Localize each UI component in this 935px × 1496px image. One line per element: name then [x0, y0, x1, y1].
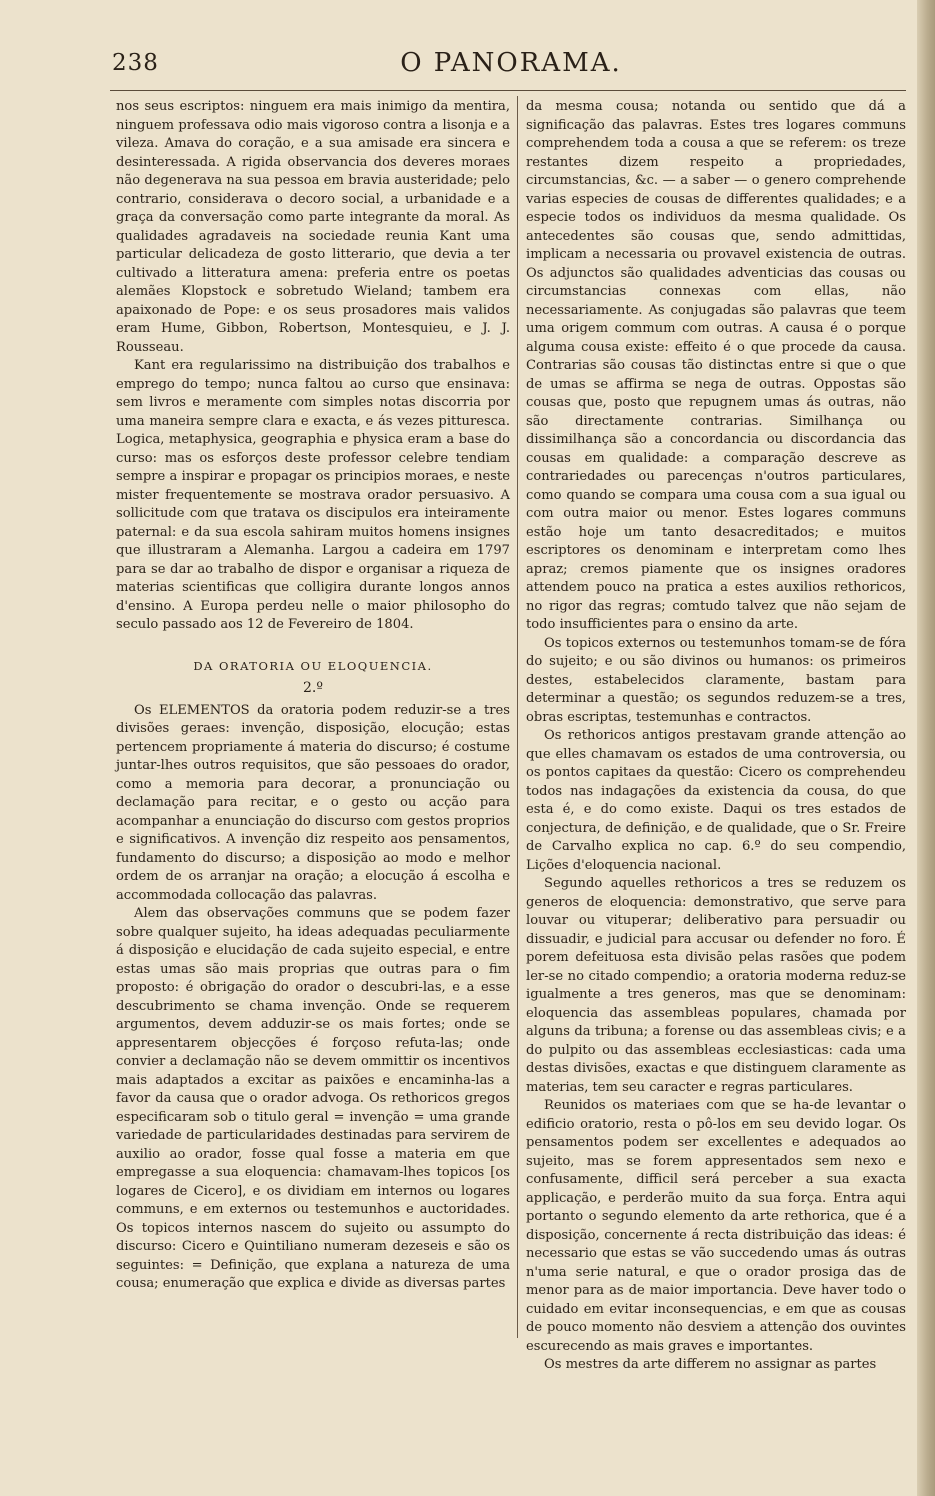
paragraph: Segundo aquelles rethoricos a tres se reduzem os generos de eloquencia: demonstrativo, que serve para louvar ou vituperar; deliberativo para persuadir ou dissuadir, e judicial para accusar ou defender no foro. É porem defeituosa esta divisão pelas rasões que podem ler-se no citado compendio; a oratoria moderna reduz-se igualmente a tres generos, mas que se denominam: eloquencia das assembleas populares, chamada por alguns da tribuna; a forense ou das assembleas civis; e a do pulpito ou das assembleas ecclesiasticas: cada uma destas divisões, exactas e que distinguem claramente as materias, tem seu caracter e regras particulares.	[526, 876, 906, 1095]
paragraph: Alem das observações communs que se podem fazer sobre qualquer sujeito, ha ideas adequadas peculiarmente á disposição e elucidação de cada sujeito especial, e entre estas umas são mais proprias que outras para o fim proposto: é obrigação do orador o descubri-las, e a esse descubrimento se chama invenção. Onde se requerem argumentos, devem adduzir-se os mais fortes; onde se appresentarem objecções é forçoso refuta-las; onde convier a declamação não se devem ommittir os incentivos mais adaptados a excitar as paixões e encaminha-las a favor da causa que o orador advoga. Os rethoricos gregos especificaram sob o titulo geral = invenção = uma grande variedade de particularidades destinadas para servirem de auxilio ao orador, fosse qual fosse a materia em que empregasse a sua eloquencia: chamavam-lhes topicos [os logares de Cicero], e os dividiam em internos ou logares communs, e em externos ou testemunhos e auctoridades. Os topicos internos nascem do sujeito ou assumpto do discurso: Cicero e Quintiliano numeram dezeseis e são os seguintes: = Definição, que explana a natureza de uma cousa; enumeração que explica e divide as diversas partes	[116, 906, 510, 1291]
paragraph: Os rethoricos antigos prestavam grande attenção ao que elles chamavam os estados de uma controversia, ou os pontos capitaes da questão: Cicero os comprehendeu todos nas indagações da existencia da cousa, do que esta é, e do como existe. Daqui os tres estados de conjectura, de definição, e de qualidade, que o Sr. Freire de Carvalho explica no cap. 6.º do seu compendio, Lições d'eloquencia nacional.	[526, 728, 906, 873]
page-header	[112, 48, 910, 88]
paragraph: nos seus escriptos: ninguem era mais inimigo da mentira, ninguem professava odio mais vigoroso contra a lisonja e a vileza. Amava do coração, e a sua amisade era sincera e desinteressada. A rigida observancia dos deveres moraes não degenerava na sua pessoa em bravia austeridade; pelo contrario, considerava o decoro social, a urbanidade e a graça da conversação como parte integrante da moral. As qualidades agradaveis na sociedade reunia Kant uma particular delicadeza de gosto litterario, que devia a ter cultivado a litteratura amena: preferia entre os poetas alemães Klopstock e sobretudo Wieland; tambem era apaixonado de Pope: e os seus prosadores mais validos eram Hume, Gibbon, Robertson, Montesquieu, e J. J. Rousseau.	[116, 99, 510, 355]
paragraph: Os ELEMENTOS da oratoria podem reduzir-se a tres divisões geraes: invenção, disposição, elocução; estas pertencem propriamente á materia do discurso; é costume juntar-lhes outros requisitos, que são pessoaes do orador, como a memoria para decorar, a pronunciação ou declamação para recitar, e o gesto ou acção para acompanhar a enunciação do discurso com gestos proprios e significativos. A invenção diz respeito aos pensamentos, fundamento do discurso; a disposição ao modo e melhor ordem de os arranjar na oração; a elocução á escolha e accommodada collocação das palavras.	[116, 702, 510, 903]
paragraph: Os mestres da arte differem no assignar as partes	[544, 1357, 877, 1372]
column-divider	[517, 96, 518, 1338]
paragraph: Kant era regularissimo na distribuição dos trabalhos e emprego do tempo; nunca faltou ao curso que ensinava: sem livros e meramente com simples notas discorria por uma maneira sempre clara e exacta, e ás vezes pitturesca. Logica, metaphysica, geographia e physica eram a base do curso: mas os esforços deste professor celebre tendiam sempre a inspirar e propagar os principios moraes, e neste mister frequentemente se mostrava orador persuasivo. A sollicitude com que tratava os discipulos era inteiramente paternal: e da sua escola sahiram muitos homens insignes que illustraram a Alemanha. Largou a cadeira em 1797 para se dar ao trabalho de dispor e organisar a riqueza de materias scientificas que colligira durante longos annos d'ensino. A Europa perdeu nelle o maior philosopho do seculo passado aos 12 de Fevereiro de 1804.	[116, 358, 510, 632]
section-title: DA ORATORIA OU ELOQUENCIA.	[193, 658, 433, 673]
page-edge	[917, 0, 935, 1496]
paragraph: Os topicos externos ou testemunhos tomam-se de fóra do sujeito; e ou são divinos ou humanos: os primeiros destes, estabelecidos claramente, bastam para determinar a questão; os segundos reduzem-se a tres, obras escriptas, testemunhas e contractos.	[526, 635, 906, 725]
right-column	[526, 98, 906, 1375]
running-title: O PANORAMA.	[400, 48, 622, 78]
header-rule	[110, 90, 906, 91]
section-number: 2.º	[303, 680, 323, 696]
paragraph: Reunidos os materiaes com que se ha-de levantar o edificio oratorio, resta o pô-los em seu devido logar. Os pensamentos podem ser excellentes e adequados ao sujeito, mas se forem appresentados sem nexo e confusamente, difficil será perceber a sua exacta applicação, e perderão muito da sua força. Entra aqui portanto o segundo elemento da arte rethorica, que é a disposição, concernente á recta distribuição das ideas: é necessario que estas se vão succedendo umas ás outras n'uma serie natural, e que o orador prosiga das de menor para as de maior importancia. Deve haver todo o cuidado em evitar inconsequencias, e em que as cousas de pouco momento não desviem a attenção dos ouvintes escurecendo as mais graves e importantes.	[526, 1098, 906, 1354]
paragraph: da mesma cousa; notanda ou sentido que dá a significação das palavras. Estes tres logares communs comprehendem toda a cousa a que se referem: os treze restantes dizem respeito a propriedades, circumstancias, &c. — a saber — o genero comprehende varias especies de cousas de differentes qualidades; e a especie todos os individuos da mesma qualidade. Os antecedentes são cousas que, sendo admittidas, implicam a necessaria ou provavel existencia de outras. Os adjunctos são qualidades adventicias das cousas ou circumstancias connexas com ellas, não necessariamente. As conjugadas são palavras que teem uma origem commum com outras. A causa é o porque alguma cousa existe: effeito é o que procede da causa. Contrarias são cousas tão distinctas entre si que o que de umas se affirma se nega de outras. Oppostas são cousas que, posto que repugnem umas ás outras, não são directamente contrarias. Similhança ou dissimilhança são a concordancia ou discordancia das cousas em qualidade: a comparação descreve as contrariedades ou parecenças n'outros particulares, como quando se compara uma cousa com a sua igual ou com outra maior ou menor. Estes logares communs estão hoje um tanto desacreditados; e muitos escriptores os denominam e interpretam como lhes apraz; cremos piamente que os insignes oradores attendem pouco na pratica a estes auxilios rethoricos, no rigor das regras; comtudo talvez que não sejam de todo insufficientes para o ensino da arte.	[526, 99, 906, 632]
page-number: 238	[112, 50, 159, 76]
left-column	[116, 98, 510, 1294]
